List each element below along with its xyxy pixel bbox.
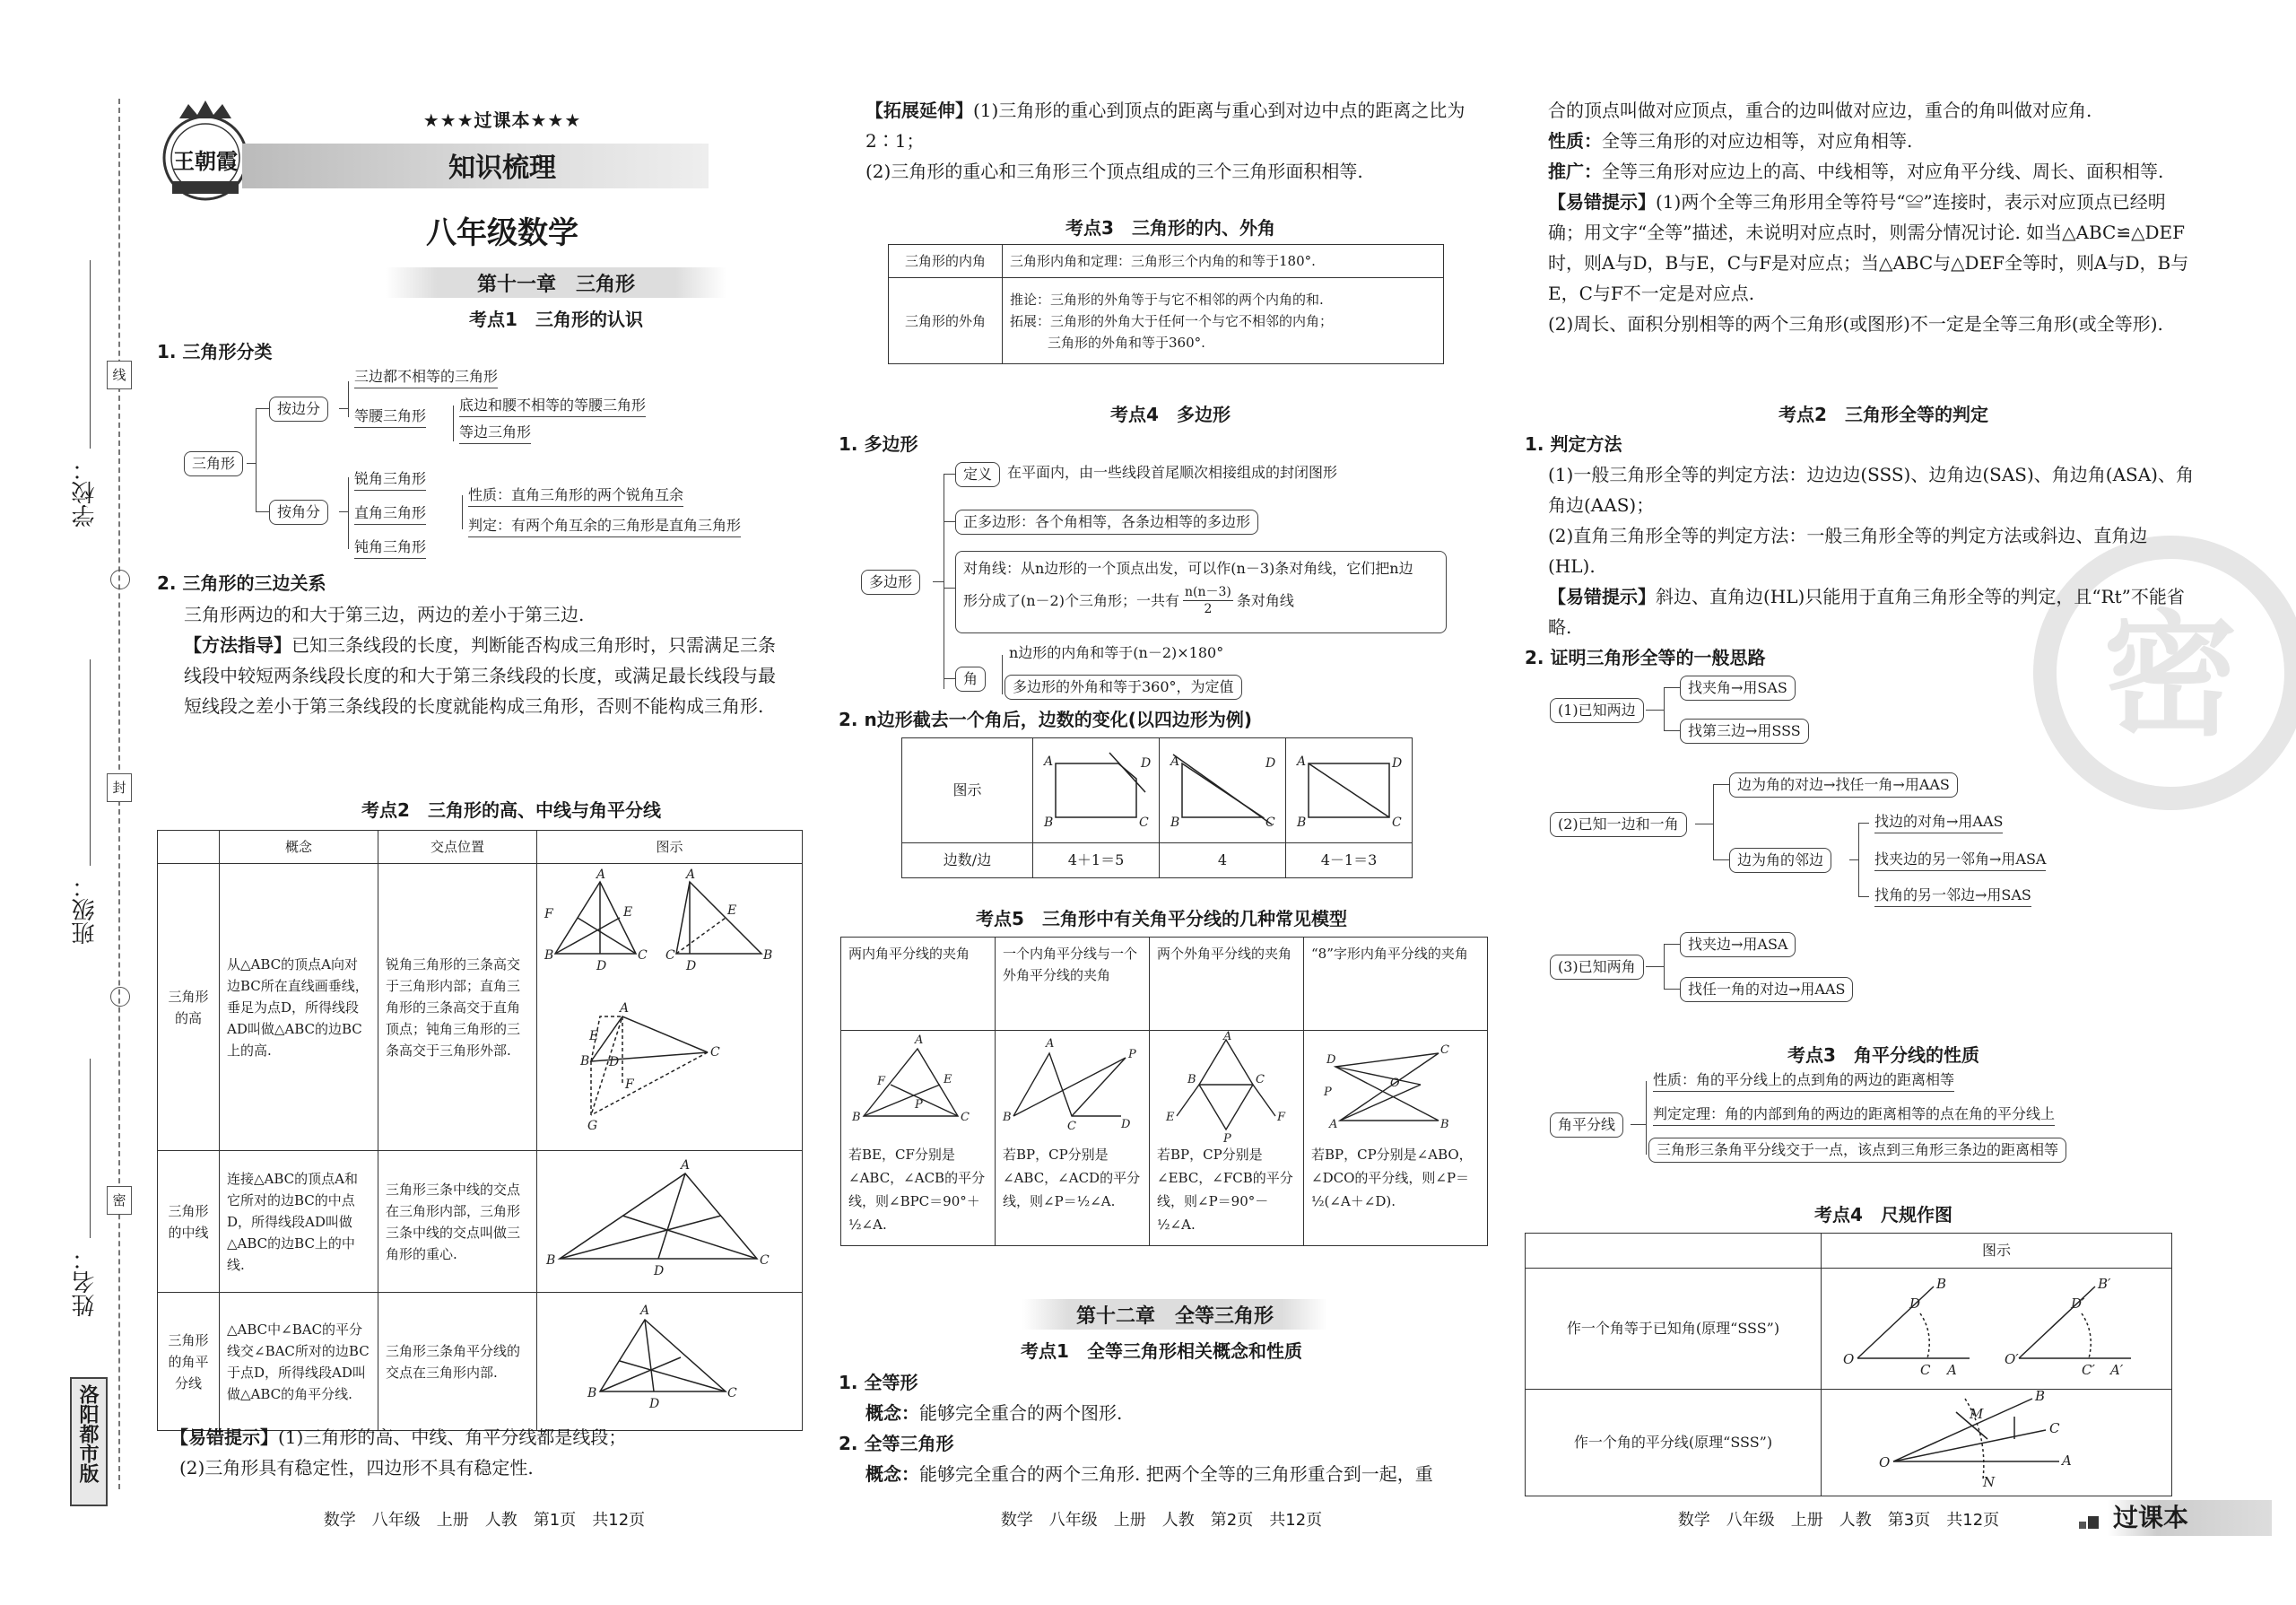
svg-text:B: B	[1187, 1073, 1196, 1086]
svg-text:F: F	[544, 907, 553, 921]
svg-text:B: B	[1044, 816, 1054, 830]
con-figure-1	[1822, 1269, 2172, 1390]
svg-text:P: P	[1223, 1132, 1231, 1146]
fraction-numerator: n(n－3)	[1184, 585, 1231, 599]
svg-text:A: A	[1044, 755, 1054, 769]
svg-text:B: B	[544, 948, 554, 963]
svg-text:B: B	[580, 1054, 590, 1069]
con-header: 图示	[1822, 1234, 2172, 1269]
edition-label: 洛阳都市版	[76, 1384, 99, 1483]
svg-text:D: D	[686, 959, 697, 973]
model-cell	[841, 1031, 996, 1246]
svg-text:M: M	[1970, 1406, 1984, 1422]
svg-text:B: B	[852, 1111, 861, 1124]
error2-label: 【易错提示】	[1548, 586, 1656, 607]
con-figure-2	[1822, 1390, 2172, 1496]
cut-corner-table	[901, 737, 1413, 878]
tree-by-angle: 按角分	[269, 500, 328, 525]
row-name: 三角形的高	[158, 864, 220, 1151]
error-paragraph	[1548, 187, 2194, 309]
svg-text:A: A	[1046, 1037, 1055, 1051]
flow-case1: (1)已知两边	[1550, 698, 1644, 723]
flow-c3a: 找夹边→用ASA	[1680, 932, 1796, 957]
bis-root: 角平分线	[1550, 1112, 1623, 1138]
row-intersect: 三角形三条角平分线的交点在三角形内部.	[378, 1293, 537, 1431]
svg-text:E: E	[1166, 1111, 1175, 1124]
brand-name: 王朝霞	[173, 148, 238, 174]
tree-right: 直角三角形	[354, 502, 426, 525]
median-figure	[537, 1151, 803, 1293]
row-name: 三角形的角平分线	[158, 1293, 220, 1431]
kd3-title: 考点3 三角形的内、外角	[1065, 217, 1275, 239]
svg-text:A: A	[1170, 755, 1180, 769]
s1-title: 1. 三角形分类	[157, 341, 273, 362]
prop-paragraph	[1548, 126, 2194, 156]
cut-figure-label: 图示	[902, 738, 1033, 843]
svg-text:C: C	[727, 1386, 737, 1400]
cut-value: 4	[1160, 843, 1286, 878]
svg-text:D: D	[649, 1397, 660, 1411]
table-header-blank	[158, 831, 220, 864]
poly-diag-line-2a: 形分成了(n－2)个三角形；一共有	[963, 591, 1179, 609]
error-label: 【易错提示】	[1548, 191, 1656, 213]
p3-kd4-title: 考点4 尺规作图	[1814, 1204, 1952, 1226]
fraction-denominator: 2	[1204, 602, 1213, 616]
flow-case3: (3)已知两角	[1550, 955, 1644, 980]
svg-text:D′: D′	[2071, 1295, 2085, 1312]
chapter-12-title: 第十二章 全等三角形	[1075, 1305, 1274, 1328]
tree-root: 三角形	[184, 451, 243, 476]
svg-text:C: C	[1067, 1120, 1076, 1133]
row-concept: △ABC中∠BAC的平分线交∠BAC所对的边BC于点D，所得线段AD叫做△ABC的角平分线.	[220, 1293, 378, 1431]
bisector-figure	[537, 1293, 803, 1431]
svg-text:C: C	[1392, 816, 1402, 830]
s2-text: 三角形两边的和大于第三边，两边的差小于第三边.	[184, 604, 585, 625]
error2-paragraph	[1548, 581, 2194, 642]
prop-text: 全等三角形的对应边相等，对应角相等.	[1602, 130, 1913, 152]
svg-text:N: N	[1983, 1474, 1996, 1490]
row-intersect: 三角形三条中线的交点在三角形内部，三角形三条中线的交点叫做三角形的重心.	[378, 1151, 537, 1293]
tree-obtuse: 钝角三角形	[354, 536, 426, 559]
svg-text:B: B	[1170, 816, 1180, 830]
page-3	[1525, 0, 2266, 1605]
tree-iso-sub1: 底边和腰不相等的等腰三角形	[459, 395, 646, 417]
cut-row-label: 边数/边	[902, 843, 1033, 878]
table-header: 交点位置	[378, 831, 537, 864]
svg-text:D: D	[609, 1055, 620, 1069]
outer-angle-text-2: 拓展：三角形的外角大于任何一个与它不相邻的内角；	[1010, 312, 1334, 329]
svg-text:A: A	[620, 1001, 630, 1016]
svg-text:E: E	[944, 1073, 952, 1086]
svg-text:D: D	[596, 959, 607, 973]
error2-text: 斜边、直角边(HL)只能用于直角三角形全等的判定，且“Rt”不能省略.	[1548, 586, 2185, 638]
poly-root: 多边形	[861, 570, 920, 595]
flow-c3b: 找任一角的对边→用AAS	[1680, 977, 1853, 1002]
edition-box	[70, 1377, 108, 1506]
poly-diag-fraction	[1183, 584, 1233, 617]
svg-text:C: C	[665, 948, 675, 963]
svg-text:D: D	[1909, 1295, 1921, 1312]
svg-text:C: C	[638, 948, 648, 963]
svg-text:B: B	[1297, 816, 1307, 830]
extend-text-1: (1)三角形的重心到顶点的距离与重心到对边中点的距离之比为2∶1；	[865, 100, 1465, 152]
error-label: 【易错提示】	[170, 1426, 278, 1448]
svg-text:A: A	[1947, 1362, 1957, 1378]
svg-text:C: C	[1256, 1073, 1265, 1086]
svg-text:C: C	[1440, 1043, 1449, 1057]
row-concept: 连接△ABC的顶点A和它所对的边BC的中点D，所得线段AD叫做△ABC的边BC上的中线.	[220, 1151, 378, 1293]
punch-hole-icon	[110, 570, 130, 589]
model-head: 两内角平分线的夹角	[841, 938, 996, 1031]
main-title: 八年级数学	[426, 215, 578, 251]
svg-text:P: P	[1324, 1086, 1332, 1099]
j2-title: 2. 证明三角形全等的一般思路	[1525, 647, 1766, 668]
svg-text:A: A	[915, 1034, 924, 1047]
con-row-1: 作一个角等于已知角(原理“SSS”)	[1526, 1269, 1822, 1390]
footer-page-2: 数学 八年级 上册 人教 第2页 共12页	[1000, 1511, 1323, 1530]
poly-regular: 正多边形：各个角相等，各条边相等的多边形	[955, 510, 1258, 535]
poly-s2-title: 2. n边形截去一个角后，边数的变化(以四边形为例)	[839, 709, 1252, 730]
prop-label: 性质：	[1548, 130, 1602, 152]
flow-c2b2: 找夹边的另一邻角→用ASA	[1874, 849, 2046, 871]
kd5-title: 考点5 三角形中有关角平分线的几种常见模型	[976, 908, 1347, 929]
poly-s1-title: 1. 多边形	[839, 433, 918, 455]
altitude-median-bisector-table	[157, 830, 803, 1431]
bis-2: 判定定理：角的内部到角的两边的距离相等的点在角的平分线上	[1653, 1103, 2055, 1126]
svg-text:D: D	[1141, 756, 1152, 771]
class-label: 班级：	[72, 875, 99, 945]
seal-mark-secret: 密	[107, 1186, 132, 1215]
flow-case2: (2)已知一边和一角	[1550, 812, 1687, 837]
tree-right-sub2: 判定：有两个角互余的三角形是直角三角形	[468, 515, 741, 537]
poly-def-label: 定义	[955, 462, 1000, 487]
svg-text:E: E	[623, 905, 633, 920]
footer-page-1: 数学 八年级 上册 人教 第1页 共12页	[323, 1511, 646, 1530]
con-row-2: 作一个角的平分线(原理“SSS”)	[1526, 1390, 1822, 1496]
bis-3: 三角形三条角平分线交于一点，该点到三角形三条边的距离相等	[1648, 1138, 2066, 1163]
row-name: 三角形的中线	[158, 1151, 220, 1293]
svg-text:A: A	[640, 1304, 650, 1318]
flow-c2b1: 找边的对角→用AAS	[1874, 811, 2003, 833]
cut-figure-1	[1033, 738, 1160, 843]
j1-text-1: (1)一般三角形全等的判定方法：边边边(SSS)、边角边(SAS)、角边角(ASA)、角角边(AAS)；	[1548, 464, 2194, 516]
table-row	[158, 1151, 803, 1293]
flow-c2b3: 找角的另一邻边→用SAS	[1874, 885, 2031, 907]
p3-kd2-title: 考点2 三角形全等的判定	[1779, 404, 1988, 425]
svg-text:O′: O′	[2005, 1351, 2019, 1367]
svg-text:C: C	[1920, 1362, 1931, 1378]
name-label: 姓名：	[72, 1247, 99, 1317]
poly-diagonal	[955, 551, 1447, 633]
svg-text:C: C	[760, 1253, 770, 1268]
svg-text:E: E	[727, 903, 737, 918]
svg-text:O: O	[1390, 1077, 1400, 1090]
tree-isosceles: 等腰三角形	[354, 406, 426, 428]
chapter-11-title: 第十一章 三角形	[476, 274, 635, 296]
poly-diag-line-1: 对角线：从n边形的一个顶点出发，可以作(n－3)条对角线，它们把n边	[963, 560, 1413, 577]
class-line	[90, 659, 91, 866]
model-cell	[1150, 1031, 1304, 1246]
extend-paragraph	[865, 95, 1484, 156]
seal-mark-seal: 封	[107, 773, 132, 802]
tree-by-side: 按边分	[269, 397, 328, 422]
flow-c2b: 边为角的邻边	[1729, 848, 1831, 873]
flow-c2a: 边为角的对边→找任一角→用AAS	[1729, 772, 1958, 798]
svg-text:C: C	[961, 1111, 970, 1124]
error-text-1: (1)两个全等三角形用全等符号“≌”连接时，表示对应顶点已经明确；用文字“全等”描述，未说明对应点时，则需分情况讨论. 如当△ABC≌△DEF时，则A与D，B与E，C与F是对应点；当△ABC与△DEF全等时，则A与D，B与E，C与F不一定是对应点.	[1548, 191, 2189, 304]
svg-text:密: 密	[2102, 598, 2239, 755]
j1-text-2: (2)直角三角形全等的判定方法：一般三角形全等的判定方法或斜边、直角边(HL).	[1548, 525, 2148, 577]
bisector-models-table	[840, 937, 1488, 1246]
svg-text:G: G	[587, 1119, 598, 1133]
cut-figure-3	[1286, 738, 1413, 843]
page-2	[839, 0, 1493, 1605]
svg-text:O: O	[1843, 1351, 1855, 1367]
svg-text:F: F	[625, 1077, 634, 1092]
svg-text:D: D	[1392, 756, 1403, 771]
footer-brand: 过课本	[2108, 1500, 2272, 1536]
model-result: 若BE，CF分别是∠ABC，∠ACB的平分线，则∠BPC＝90°＋½∠A.	[848, 1147, 986, 1233]
flow-c1a: 找夹角→用SAS	[1680, 676, 1796, 701]
svg-text:A: A	[2062, 1452, 2072, 1469]
outer-angle-text-3: 三角形的外角和等于360°.	[1048, 334, 1205, 351]
tree-scalene: 三边都不相等的三角形	[354, 366, 498, 388]
c2-label: 概念：	[865, 1463, 919, 1485]
flow-c1b: 找第三边→用SSS	[1680, 719, 1809, 744]
inner-outer-angle-table	[888, 244, 1444, 364]
poly-angle-label: 角	[955, 667, 986, 692]
error-line-1	[170, 1422, 798, 1452]
svg-text:C′: C′	[2082, 1362, 2095, 1378]
svg-text:B: B	[763, 948, 773, 963]
method-paragraph	[184, 630, 776, 721]
ext-paragraph	[1548, 156, 2203, 187]
model-head: 两个外角平分线的夹角	[1150, 938, 1304, 1031]
svg-text:F: F	[1277, 1111, 1286, 1124]
outer-angle-label: 三角形的外角	[889, 278, 1003, 364]
model-result: 若BP，CP分别是∠ABC，∠ACD的平分线，则∠P＝½∠A.	[1003, 1147, 1141, 1209]
model-head: 一个内角平分线与一个外角平分线的夹角	[996, 938, 1150, 1031]
footer-page-3: 数学 八年级 上册 人教 第3页 共12页	[1677, 1511, 2000, 1530]
model-cell	[996, 1031, 1150, 1246]
svg-text:E: E	[589, 1029, 599, 1043]
inner-angle-label: 三角形的内角	[889, 245, 1003, 278]
model-head: “8”字形内角平分线的夹角	[1304, 938, 1488, 1031]
error-line-2: (2)三角形具有稳定性，四边形不具有稳定性.	[179, 1457, 534, 1479]
banner-title: 知识梳理	[448, 153, 556, 184]
svg-text:A: A	[1297, 755, 1307, 769]
poly-angle-1: n边形的内角和等于(n－2)×180°	[1009, 644, 1224, 661]
j1-title: 1. 判定方法	[1525, 433, 1622, 455]
svg-text:C: C	[2049, 1420, 2060, 1436]
s2-title: 2. 三角形的三边关系	[157, 572, 326, 594]
svg-text:P: P	[1128, 1048, 1136, 1061]
tree-right-sub1: 性质：直角三角形的两个锐角互余	[468, 484, 683, 507]
svg-text:B: B	[1936, 1276, 1947, 1292]
c2-text: 能够完全重合的两个三角形. 把两个全等的三角形重合到一起，重	[919, 1463, 1433, 1485]
ext-label: 推广：	[1548, 161, 1602, 182]
table-row	[158, 1293, 803, 1431]
table-row	[158, 864, 803, 1151]
c2-paragraph	[865, 1459, 1493, 1489]
name-line	[90, 1059, 91, 1238]
p3-kd3-title: 考点3 角平分线的性质	[1787, 1044, 1979, 1066]
kd2-title: 考点2 三角形的高、中线与角平分线	[361, 799, 661, 821]
svg-text:A: A	[681, 1158, 691, 1173]
table-header: 概念	[220, 831, 378, 864]
cut-value: 4－1＝3	[1286, 843, 1413, 878]
bis-1: 性质：角的平分线上的点到角的两边的距离相等	[1653, 1069, 1954, 1092]
model-result: 若BP，CP分别是∠EBC，∠FCB的平分线，则∠P＝90°－½∠A.	[1157, 1147, 1293, 1233]
svg-text:A: A	[1329, 1118, 1338, 1131]
row-intersect: 锐角三角形的三条高交于三角形内部；直角三角形的三条高交于直角顶点；钝角三角形的三条高交于三角形外部.	[378, 864, 537, 1151]
svg-text:B: B	[1003, 1111, 1012, 1124]
svg-text:D: D	[1326, 1053, 1336, 1067]
model-cell	[1304, 1031, 1488, 1246]
tree-iso-sub2: 等边三角形	[459, 422, 531, 444]
extend-text-2: (2)三角形的重心和三角形三个顶点组成的三个三角形面积相等.	[865, 161, 1363, 182]
svg-text:B′: B′	[2098, 1276, 2111, 1292]
svg-text:F: F	[877, 1075, 886, 1088]
kd1-title: 考点1 三角形的认识	[469, 309, 643, 330]
c1-label: 概念：	[865, 1402, 919, 1424]
svg-text:B: B	[546, 1253, 556, 1268]
method-text: 已知三条线段的长度，判断能否构成三角形时，只需满足三条线段中较短两条线段长度的和大于第三条线段的长度，或满足最长线段与最短线段之差小于第三条线段的长度就能构成三角形，否则不能构成三角形.	[184, 634, 776, 717]
svg-text:D: D	[1265, 756, 1276, 771]
svg-text:D: D	[1121, 1118, 1131, 1131]
svg-text:D: D	[654, 1264, 665, 1278]
svg-text:P: P	[915, 1098, 923, 1112]
banner-stars: ★★★过课本★★★	[422, 109, 582, 131]
c1-text: 能够完全重合的两个图形.	[919, 1402, 1123, 1424]
method-label: 【方法指导】	[184, 634, 291, 656]
punch-hole-icon	[110, 987, 130, 1007]
error-text: (1)三角形的高、中线、角平分线都是线段；	[278, 1426, 627, 1448]
svg-text:A: A	[686, 868, 696, 882]
svg-text:A: A	[1223, 1030, 1232, 1043]
poly-angle-2: 多边形的外角和等于360°，为定值	[1004, 675, 1242, 700]
c2-title: 2. 全等三角形	[839, 1433, 954, 1454]
svg-text:A: A	[596, 868, 606, 882]
svg-text:A′: A′	[2110, 1362, 2124, 1378]
cut-figure-2	[1160, 738, 1286, 843]
footer-squares-icon	[2079, 1511, 2102, 1531]
row-concept: 从△ABC的顶点A向对边BC所在直线画垂线，垂足为点D，所得线段AD叫做△ABC的边BC上的高.	[220, 864, 378, 1151]
poly-diag-line-2b: 条对角线	[1236, 591, 1294, 609]
svg-text:B: B	[1440, 1118, 1449, 1131]
svg-text:B: B	[2035, 1388, 2046, 1404]
school-label: 学校：	[72, 458, 99, 528]
poly-def-text: 在平面内，由一些线段首尾顺次相接组成的封闭图形	[1007, 464, 1338, 481]
c1-paragraph	[865, 1398, 1484, 1428]
tree-acute: 锐角三角形	[354, 468, 426, 491]
school-line	[90, 260, 91, 449]
svg-text:B: B	[587, 1386, 597, 1400]
ch12-kd1-title: 考点1 全等三角形相关概念和性质	[1021, 1340, 1302, 1362]
svg-text:C: C	[1265, 816, 1275, 830]
cont-text: 合的顶点叫做对应顶点，重合的边叫做对应边，重合的角叫做对应角.	[1548, 100, 2092, 121]
inner-angle-text: 三角形内角和定理：三角形三个内角的和等于180°.	[1003, 245, 1444, 278]
c1-title: 1. 全等形	[839, 1372, 918, 1393]
page-1	[152, 0, 807, 1605]
svg-text:C: C	[710, 1045, 720, 1060]
svg-text:O: O	[1879, 1454, 1891, 1470]
altitude-figures	[537, 864, 803, 1151]
error-text-2: (2)周长、面积分别相等的两个三角形(或图形)不一定是全等三角形(或全等形).	[1548, 313, 2163, 335]
outer-angle-text-1: 推论：三角形的外角等于与它不相邻的两个内角的和.	[1010, 291, 1324, 308]
ext-text: 全等三角形对应边上的高、中线相等，对应角平分线、周长、面积相等.	[1602, 161, 2164, 182]
extend-label: 【拓展延伸】	[865, 100, 973, 121]
svg-text:C: C	[1139, 816, 1149, 830]
cut-value: 4＋1＝5	[1033, 843, 1160, 878]
table-header: 图示	[537, 831, 803, 864]
construction-table	[1525, 1233, 2172, 1496]
kd4-title: 考点4 多边形	[1110, 404, 1231, 425]
model-result: 若BP，CP分别是∠ABO，∠DCO的平分线，则∠P＝½(∠A＋∠D).	[1311, 1147, 1473, 1209]
con-header-blank	[1526, 1234, 1822, 1269]
seal-mark-line: 线	[107, 361, 132, 389]
